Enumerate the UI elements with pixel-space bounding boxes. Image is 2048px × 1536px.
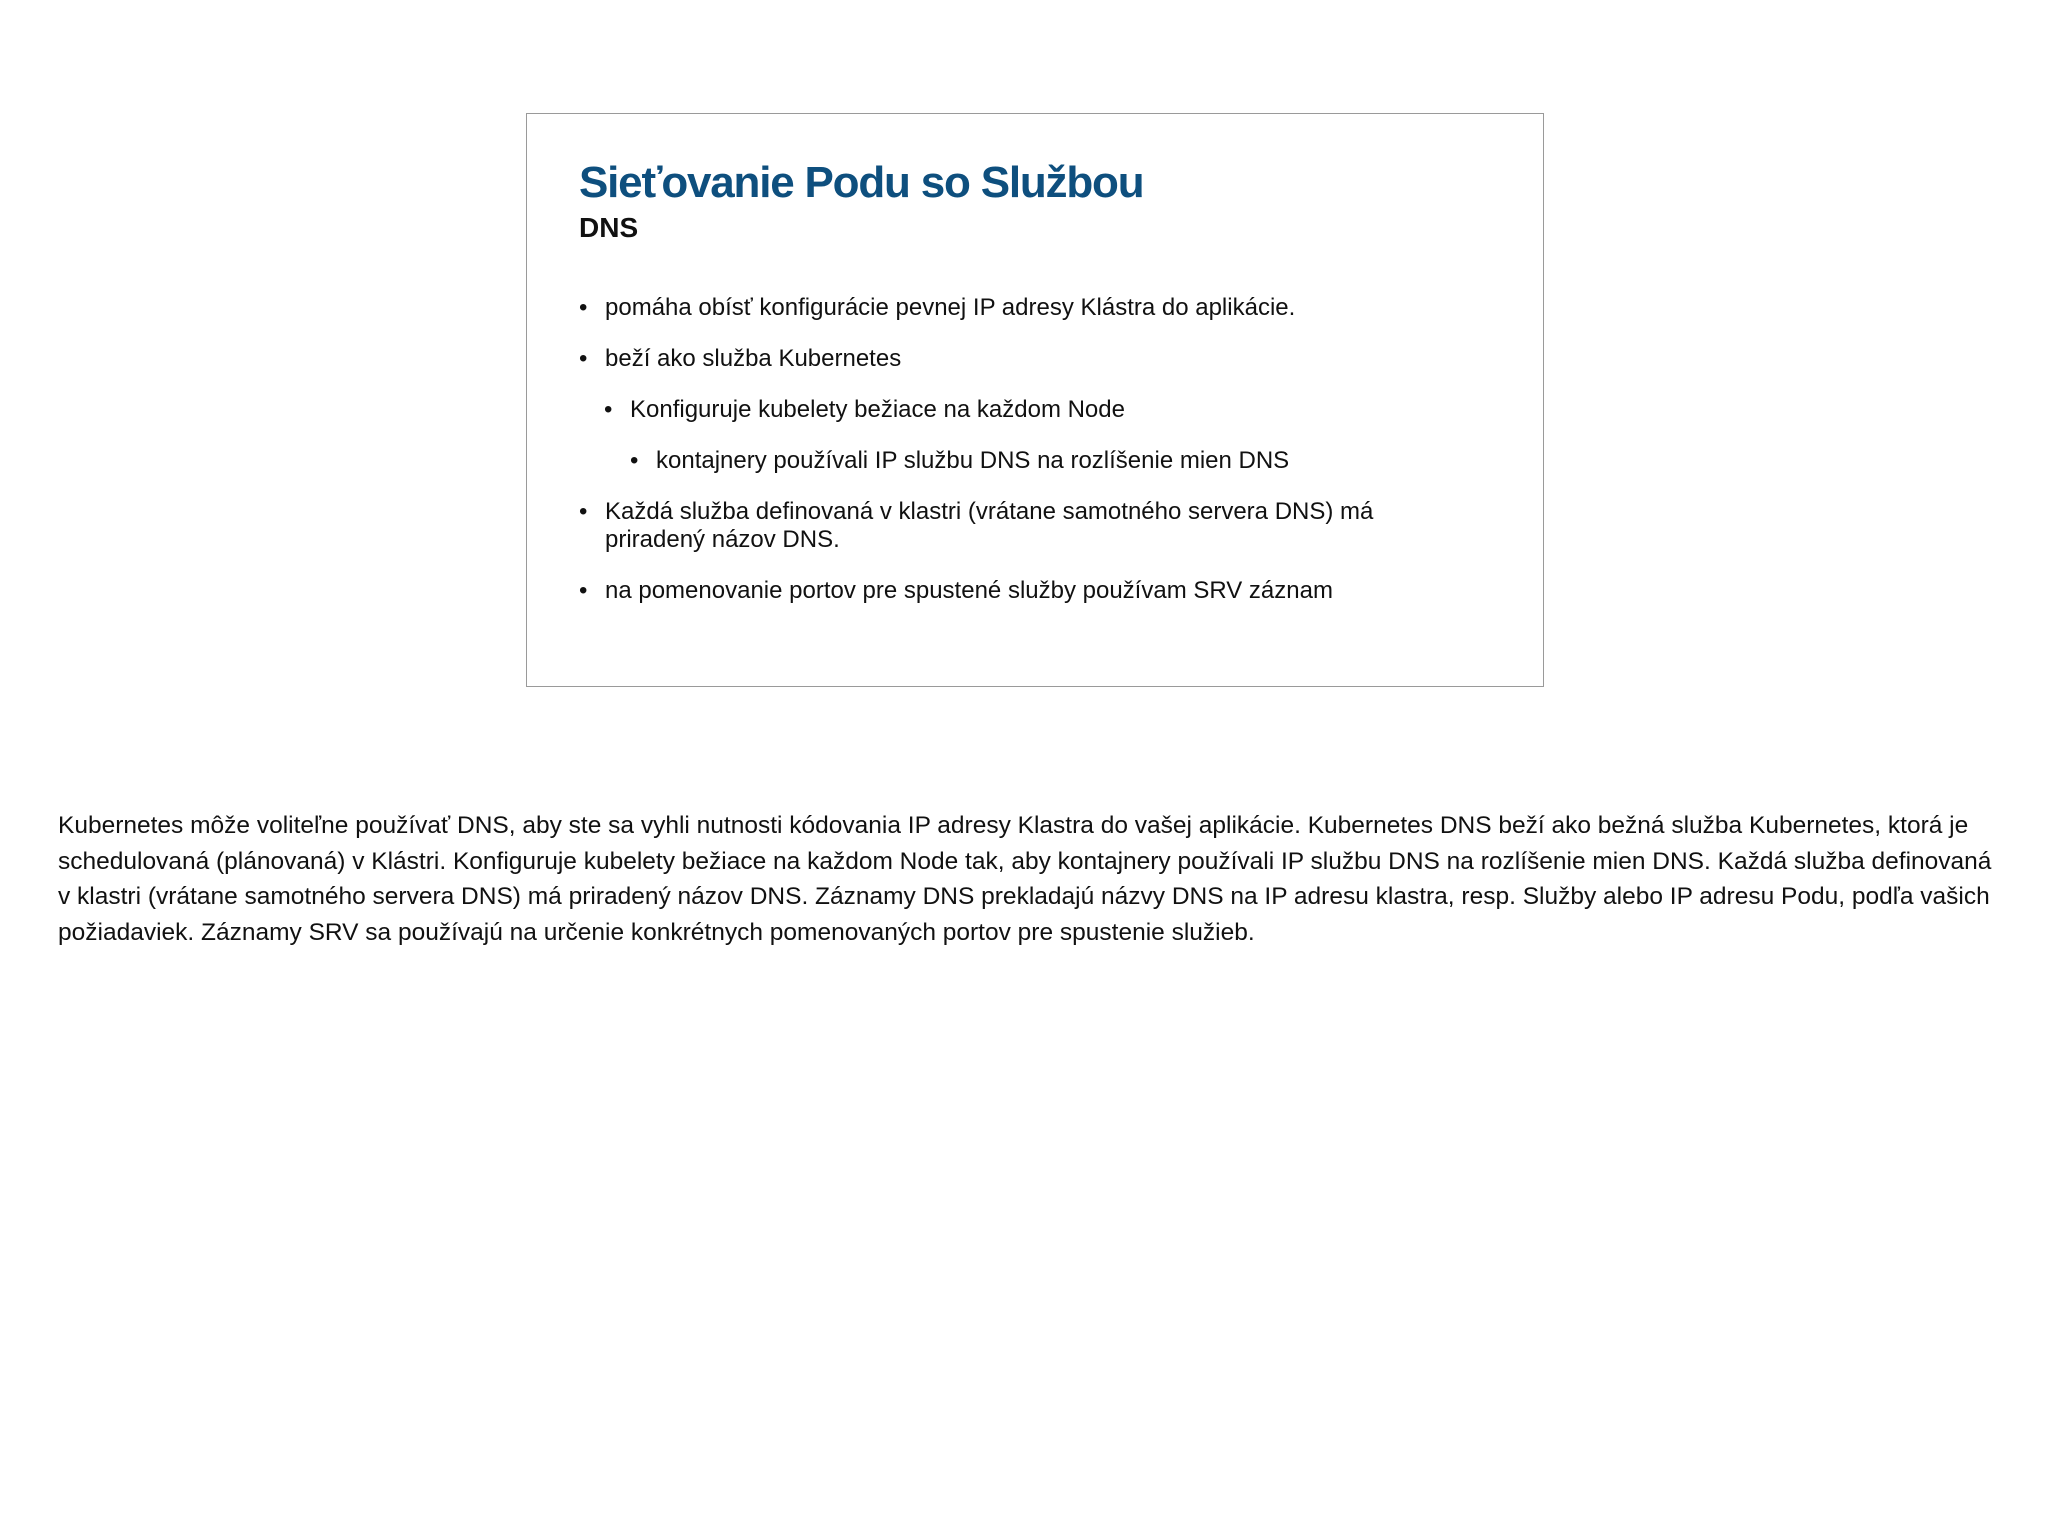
bullet-item: • kontajnery používali IP službu DNS na rozlíšenie mien DNS bbox=[630, 447, 1459, 475]
bullet-item: • Každá služba definovaná v klastri (vrátane samotného servera DNS) má priradený názov DNS. bbox=[579, 498, 1459, 554]
bullet-item: • Konfiguruje kubelety bežiace na každom Node bbox=[604, 396, 1459, 424]
bullet-item: • pomáha obísť konfigurácie pevnej IP adresy Klástra do aplikácie. bbox=[579, 294, 1459, 322]
slide-subtitle: DNS bbox=[579, 212, 639, 243]
slide-title: Sieťovanie Podu so Službou bbox=[579, 158, 1144, 207]
slide-frame bbox=[526, 113, 1544, 687]
speaker-notes: Kubernetes môže voliteľne používať DNS, aby ste sa vyhli nutnosti kódovania IP adresy Klastra do vašej aplikácie. Kubernetes DNS beží ako bežná služba Kubernetes, ktorá je schedulovaná (plánovaná) v Klástri. Konfiguruje kubelety bežiace na každom Node tak, aby kontajnery používali IP službu DNS na rozlíšenie mien DNS. Každá služba definovaná v klastri (vrátane samotného servera DNS) má priradený názov DNS. Záznamy DNS prekladajú názvy DNS na IP adresu klastra, resp. Služby alebo IP adresu Podu, podľa vašich požiadaviek. Záznamy SRV sa používajú na určenie konkrétnych pomenovaných portov pre spustenie služieb. bbox=[58, 812, 1992, 946]
bullet-item: • na pomenovanie portov pre spustené služby používam SRV záznam bbox=[579, 577, 1459, 605]
bullet-item: • beží ako služba Kubernetes bbox=[579, 345, 1459, 373]
bullet-list bbox=[579, 294, 1459, 628]
